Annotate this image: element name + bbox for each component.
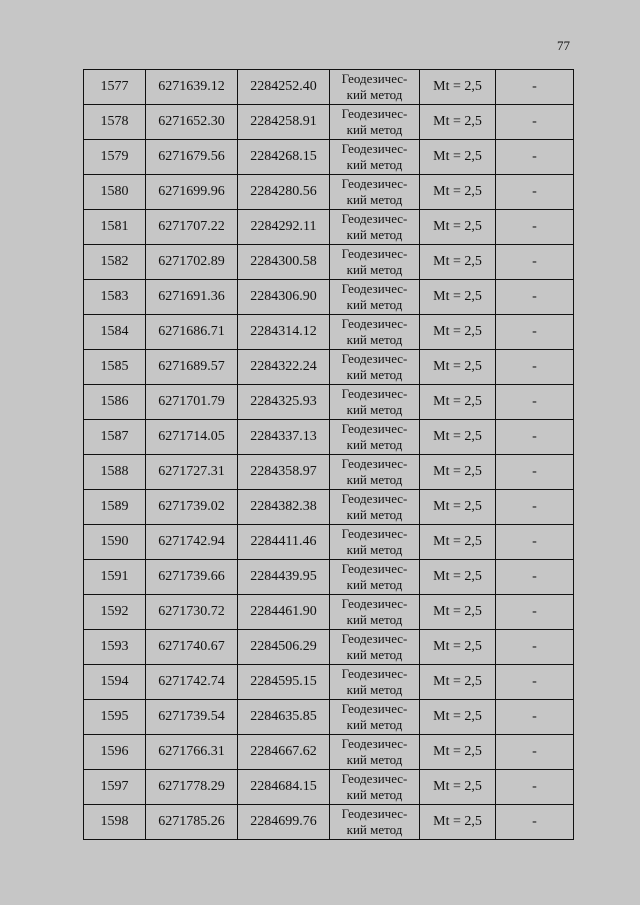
point-number-cell: 1580 [84, 175, 146, 210]
method-cell [330, 770, 420, 805]
x-coordinate-cell: 6271727.31 [146, 455, 238, 490]
table-row [84, 140, 574, 175]
method-line: Геодезичес- [341, 666, 408, 681]
method-line: кий метод [346, 367, 403, 382]
note-cell: - [496, 350, 574, 385]
method-cell [330, 490, 420, 525]
x-coordinate-cell: 6271785.26 [146, 805, 238, 840]
method-line: кий метод [346, 227, 403, 242]
y-coordinate-cell: 2284252.40 [238, 70, 330, 105]
table-row [84, 630, 574, 665]
method-line: кий метод [346, 717, 403, 732]
y-coordinate-cell: 2284506.29 [238, 630, 330, 665]
x-coordinate-cell: 6271742.74 [146, 665, 238, 700]
x-coordinate-cell: 6271679.56 [146, 140, 238, 175]
x-coordinate-cell: 6271739.02 [146, 490, 238, 525]
note-cell: - [496, 560, 574, 595]
accuracy-cell: Mt = 2,5 [420, 420, 496, 455]
point-number-cell: 1587 [84, 420, 146, 455]
method-cell [330, 245, 420, 280]
note-cell: - [496, 385, 574, 420]
method-cell [330, 140, 420, 175]
point-number-cell: 1581 [84, 210, 146, 245]
note-cell: - [496, 630, 574, 665]
method-line: кий метод [346, 262, 403, 277]
method-line: Геодезичес- [341, 386, 408, 401]
table-row [84, 245, 574, 280]
table-row [84, 595, 574, 630]
method-line: кий метод [346, 297, 403, 312]
accuracy-cell: Mt = 2,5 [420, 385, 496, 420]
note-cell: - [496, 315, 574, 350]
table-row [84, 105, 574, 140]
method-line: Геодезичес- [341, 771, 408, 786]
method-line: кий метод [346, 577, 403, 592]
y-coordinate-cell: 2284595.15 [238, 665, 330, 700]
method-line: кий метод [346, 437, 403, 452]
method-line: Геодезичес- [341, 71, 408, 86]
method-cell [330, 105, 420, 140]
table-row [84, 175, 574, 210]
page-number: 77 [557, 38, 570, 53]
accuracy-cell: Mt = 2,5 [420, 805, 496, 840]
method-line: кий метод [346, 402, 403, 417]
y-coordinate-cell: 2284337.13 [238, 420, 330, 455]
accuracy-cell: Mt = 2,5 [420, 140, 496, 175]
y-coordinate-cell: 2284258.91 [238, 105, 330, 140]
point-number-cell: 1577 [84, 70, 146, 105]
method-cell [330, 805, 420, 840]
method-cell [330, 210, 420, 245]
accuracy-cell: Mt = 2,5 [420, 315, 496, 350]
y-coordinate-cell: 2284411.46 [238, 525, 330, 560]
note-cell: - [496, 455, 574, 490]
accuracy-cell: Mt = 2,5 [420, 210, 496, 245]
note-cell: - [496, 210, 574, 245]
accuracy-cell: Mt = 2,5 [420, 560, 496, 595]
method-cell [330, 630, 420, 665]
point-number-cell: 1597 [84, 770, 146, 805]
coordinates-table-body [84, 70, 574, 840]
y-coordinate-cell: 2284667.62 [238, 735, 330, 770]
point-number-cell: 1595 [84, 700, 146, 735]
y-coordinate-cell: 2284292.11 [238, 210, 330, 245]
method-line: Геодезичес- [341, 246, 408, 261]
method-line: кий метод [346, 507, 403, 522]
y-coordinate-cell: 2284300.58 [238, 245, 330, 280]
y-coordinate-cell: 2284382.38 [238, 490, 330, 525]
method-line: Геодезичес- [341, 701, 408, 716]
method-line: кий метод [346, 157, 403, 172]
method-line: Геодезичес- [341, 561, 408, 576]
method-line: Геодезичес- [341, 211, 408, 226]
method-line: кий метод [346, 192, 403, 207]
x-coordinate-cell: 6271740.67 [146, 630, 238, 665]
point-number-cell: 1586 [84, 385, 146, 420]
method-cell [330, 315, 420, 350]
x-coordinate-cell: 6271691.36 [146, 280, 238, 315]
note-cell: - [496, 280, 574, 315]
method-line: кий метод [346, 542, 403, 557]
point-number-cell: 1582 [84, 245, 146, 280]
table-row [84, 210, 574, 245]
y-coordinate-cell: 2284635.85 [238, 700, 330, 735]
note-cell: - [496, 595, 574, 630]
accuracy-cell: Mt = 2,5 [420, 665, 496, 700]
method-line: Геодезичес- [341, 141, 408, 156]
y-coordinate-cell: 2284322.24 [238, 350, 330, 385]
x-coordinate-cell: 6271714.05 [146, 420, 238, 455]
method-cell [330, 665, 420, 700]
y-coordinate-cell: 2284358.97 [238, 455, 330, 490]
accuracy-cell: Mt = 2,5 [420, 175, 496, 210]
x-coordinate-cell: 6271778.29 [146, 770, 238, 805]
point-number-cell: 1585 [84, 350, 146, 385]
method-line: кий метод [346, 647, 403, 662]
note-cell: - [496, 105, 574, 140]
x-coordinate-cell: 6271730.72 [146, 595, 238, 630]
y-coordinate-cell: 2284699.76 [238, 805, 330, 840]
method-line: Геодезичес- [341, 106, 408, 121]
method-line: кий метод [346, 87, 403, 102]
y-coordinate-cell: 2284314.12 [238, 315, 330, 350]
method-cell [330, 735, 420, 770]
y-coordinate-cell: 2284325.93 [238, 385, 330, 420]
accuracy-cell: Mt = 2,5 [420, 280, 496, 315]
method-line: кий метод [346, 332, 403, 347]
point-number-cell: 1583 [84, 280, 146, 315]
method-cell [330, 595, 420, 630]
method-cell [330, 700, 420, 735]
note-cell: - [496, 805, 574, 840]
method-cell [330, 280, 420, 315]
note-cell: - [496, 175, 574, 210]
accuracy-cell: Mt = 2,5 [420, 735, 496, 770]
y-coordinate-cell: 2284280.56 [238, 175, 330, 210]
point-number-cell: 1592 [84, 595, 146, 630]
x-coordinate-cell: 6271766.31 [146, 735, 238, 770]
method-line: Геодезичес- [341, 281, 408, 296]
table-row [84, 770, 574, 805]
method-line: кий метод [346, 472, 403, 487]
accuracy-cell: Mt = 2,5 [420, 630, 496, 665]
accuracy-cell: Mt = 2,5 [420, 70, 496, 105]
table-row [84, 560, 574, 595]
point-number-cell: 1588 [84, 455, 146, 490]
table-row [84, 420, 574, 455]
table-row [84, 805, 574, 840]
x-coordinate-cell: 6271739.66 [146, 560, 238, 595]
accuracy-cell: Mt = 2,5 [420, 350, 496, 385]
coordinates-table [83, 69, 574, 840]
table-row [84, 490, 574, 525]
method-line: Геодезичес- [341, 456, 408, 471]
x-coordinate-cell: 6271742.94 [146, 525, 238, 560]
accuracy-cell: Mt = 2,5 [420, 700, 496, 735]
y-coordinate-cell: 2284684.15 [238, 770, 330, 805]
x-coordinate-cell: 6271639.12 [146, 70, 238, 105]
accuracy-cell: Mt = 2,5 [420, 490, 496, 525]
method-line: Геодезичес- [341, 176, 408, 191]
method-cell [330, 455, 420, 490]
x-coordinate-cell: 6271702.89 [146, 245, 238, 280]
method-line: Геодезичес- [341, 316, 408, 331]
accuracy-cell: Mt = 2,5 [420, 105, 496, 140]
method-line: кий метод [346, 612, 403, 627]
method-line: Геодезичес- [341, 351, 408, 366]
method-line: кий метод [346, 787, 403, 802]
method-line: Геодезичес- [341, 736, 408, 751]
point-number-cell: 1584 [84, 315, 146, 350]
x-coordinate-cell: 6271701.79 [146, 385, 238, 420]
point-number-cell: 1594 [84, 665, 146, 700]
table-row [84, 315, 574, 350]
method-line: кий метод [346, 682, 403, 697]
point-number-cell: 1593 [84, 630, 146, 665]
x-coordinate-cell: 6271707.22 [146, 210, 238, 245]
method-cell [330, 385, 420, 420]
method-cell [330, 175, 420, 210]
table-row [84, 735, 574, 770]
table-row [84, 700, 574, 735]
table-row [84, 70, 574, 105]
method-line: Геодезичес- [341, 526, 408, 541]
accuracy-cell: Mt = 2,5 [420, 245, 496, 280]
point-number-cell: 1596 [84, 735, 146, 770]
table-row [84, 280, 574, 315]
y-coordinate-cell: 2284306.90 [238, 280, 330, 315]
point-number-cell: 1578 [84, 105, 146, 140]
note-cell: - [496, 140, 574, 175]
accuracy-cell: Mt = 2,5 [420, 455, 496, 490]
method-line: кий метод [346, 122, 403, 137]
note-cell: - [496, 490, 574, 525]
x-coordinate-cell: 6271739.54 [146, 700, 238, 735]
note-cell: - [496, 70, 574, 105]
method-cell [330, 350, 420, 385]
x-coordinate-cell: 6271652.30 [146, 105, 238, 140]
method-cell [330, 560, 420, 595]
y-coordinate-cell: 2284461.90 [238, 595, 330, 630]
note-cell: - [496, 700, 574, 735]
point-number-cell: 1598 [84, 805, 146, 840]
note-cell: - [496, 770, 574, 805]
method-line: Геодезичес- [341, 596, 408, 611]
method-line: Геодезичес- [341, 631, 408, 646]
method-line: кий метод [346, 752, 403, 767]
table-row [84, 350, 574, 385]
method-cell [330, 525, 420, 560]
x-coordinate-cell: 6271699.96 [146, 175, 238, 210]
note-cell: - [496, 420, 574, 455]
point-number-cell: 1589 [84, 490, 146, 525]
y-coordinate-cell: 2284439.95 [238, 560, 330, 595]
method-cell [330, 70, 420, 105]
accuracy-cell: Mt = 2,5 [420, 525, 496, 560]
note-cell: - [496, 735, 574, 770]
accuracy-cell: Mt = 2,5 [420, 595, 496, 630]
point-number-cell: 1591 [84, 560, 146, 595]
table-row [84, 665, 574, 700]
method-line: Геодезичес- [341, 491, 408, 506]
x-coordinate-cell: 6271686.71 [146, 315, 238, 350]
method-line: кий метод [346, 822, 403, 837]
accuracy-cell: Mt = 2,5 [420, 770, 496, 805]
note-cell: - [496, 245, 574, 280]
note-cell: - [496, 665, 574, 700]
method-cell [330, 420, 420, 455]
x-coordinate-cell: 6271689.57 [146, 350, 238, 385]
method-line: Геодезичес- [341, 421, 408, 436]
point-number-cell: 1579 [84, 140, 146, 175]
point-number-cell: 1590 [84, 525, 146, 560]
table-row [84, 455, 574, 490]
method-line: Геодезичес- [341, 806, 408, 821]
y-coordinate-cell: 2284268.15 [238, 140, 330, 175]
note-cell: - [496, 525, 574, 560]
table-row [84, 525, 574, 560]
table-row [84, 385, 574, 420]
